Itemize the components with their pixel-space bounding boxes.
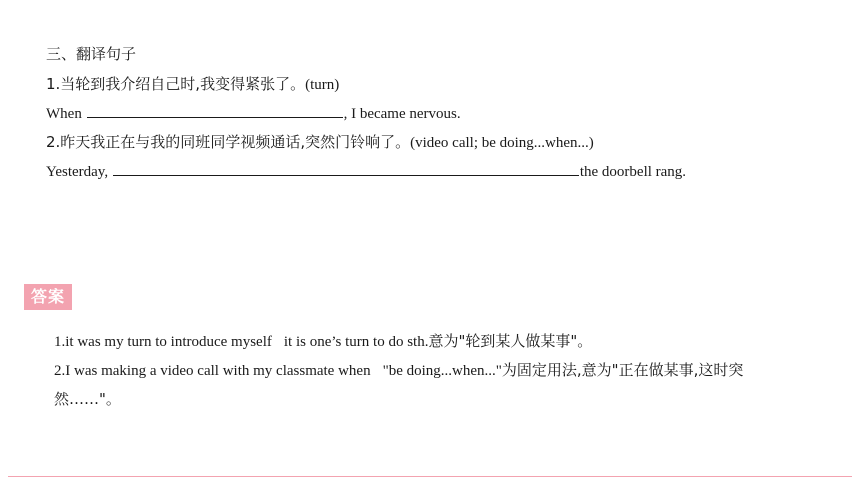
- question-2-prefix: Yesterday,: [46, 164, 112, 180]
- question-2-hint: (video call; be doing...when...): [410, 135, 594, 151]
- question-2-answer-line: [46, 161, 686, 182]
- question-1-answer-line: [46, 103, 461, 124]
- bottom-divider: [8, 476, 852, 477]
- question-1-prompt: [46, 74, 339, 95]
- answer-2-note-cont: 然……"。: [54, 390, 121, 408]
- section-heading: 三、翻译句子: [46, 45, 137, 63]
- answer-1-note-en: it is one’s turn to do sth.: [283, 334, 429, 350]
- question-2-blank[interactable]: [113, 161, 579, 176]
- question-1-cn: 1.当轮到我介绍自己时,我变得紧张了。: [46, 75, 306, 93]
- question-1-prefix: When: [46, 106, 86, 122]
- answer-badge: 答案: [24, 284, 72, 310]
- answer-2-text: 2.I was making a video call with my classmate when: [54, 363, 371, 379]
- question-2-cn: 2.昨天我正在与我的同班同学视频通话,突然门铃响了。: [46, 133, 411, 151]
- answer-1: [54, 331, 592, 352]
- question-1-suffix: , I became nervous.: [343, 106, 461, 122]
- answer-2-note-en: "be doing...when...": [382, 363, 502, 379]
- question-1-hint: (turn): [305, 77, 340, 93]
- answer-2-continuation: [54, 389, 121, 410]
- question-2-suffix: the doorbell rang.: [579, 164, 687, 180]
- question-1-blank[interactable]: [87, 103, 343, 118]
- question-2-prompt: [46, 132, 594, 153]
- answer-1-text: 1.it was my turn to introduce myself: [54, 334, 272, 350]
- answer-2-note-cn: 为固定用法,意为"正在做某事,这时突: [501, 361, 744, 379]
- answer-2: [54, 360, 743, 381]
- answer-1-note-cn: 意为"轮到某人做某事"。: [428, 332, 593, 350]
